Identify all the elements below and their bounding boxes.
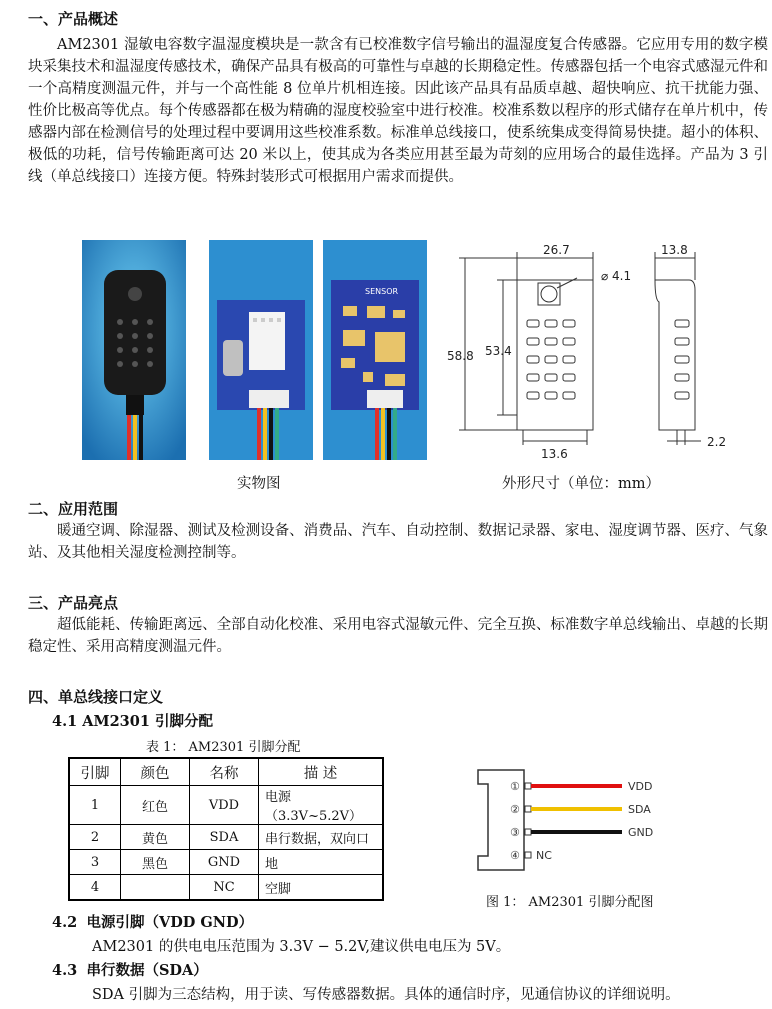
- section-3-paragraph: 超低能耗、传输距离远、全部自动化校准、采用电容式湿敏元件、完全互换、标准数字单总线输出、卓越的长期稳定性、采用高精度测温元件。: [28, 617, 768, 655]
- table-header: 名称: [190, 758, 259, 786]
- section-4-2-number: 4.2: [52, 914, 78, 931]
- table-cell: 电源（3.3V~5.2V）: [259, 786, 384, 825]
- pin-diagram: [472, 766, 672, 876]
- table-cell: 黄色: [121, 825, 190, 850]
- sensor-board-label: SENSOR: [365, 287, 399, 296]
- dim-width-top: 26.7: [543, 243, 570, 257]
- pin-terminal: [525, 783, 531, 789]
- pin-label: SDA: [628, 803, 651, 816]
- table-cell: 串行数据，双向口: [259, 825, 384, 850]
- pin-diagram-caption: 图 1： AM2301 引脚分配图: [486, 895, 654, 910]
- dim-depth: 13.8: [661, 243, 688, 257]
- table-cell: 地: [259, 850, 384, 875]
- dim-hole-label: ⌀ 4.1: [601, 269, 632, 283]
- section-4-2-title: 电源引脚（VDD GND）: [86, 914, 254, 931]
- pin-table: [68, 757, 384, 901]
- pin-number: ④: [510, 849, 520, 862]
- table-row: [69, 850, 383, 875]
- dim-height-body: 53.4: [485, 344, 512, 358]
- table-cell: 黑色: [121, 850, 190, 875]
- dim-lead: 2.2: [707, 435, 727, 449]
- table-cell: 空脚: [259, 875, 384, 901]
- table-cell: SDA: [190, 825, 259, 850]
- dimension-caption: 外形尺寸（单位：mm）: [502, 476, 660, 492]
- section-2-heading: 二、应用范围: [28, 500, 119, 518]
- section-4-heading: 四、单总线接口定义: [28, 688, 164, 706]
- dim-height-total: 58.8: [447, 349, 474, 363]
- section-4-3-text: SDA 引脚为三态结构，用于读、写传感器数据。具体的通信时序，见通信协议的详细说明。: [92, 987, 680, 1003]
- pin-terminal: [525, 806, 531, 812]
- table-header: 颜色: [121, 758, 190, 786]
- table-row: [69, 825, 383, 850]
- pin-number: ①: [510, 780, 520, 793]
- section-3-heading: 三、产品亮点: [28, 594, 119, 612]
- dimension-drawing: [445, 240, 770, 460]
- photo-sensor-housing: [82, 240, 186, 460]
- dim-width-bottom: 13.6: [541, 447, 568, 460]
- pin-label: NC: [536, 849, 552, 862]
- photo-sensor-board-front: [209, 240, 313, 460]
- pin-label: GND: [628, 826, 654, 839]
- section-4-3-heading: [52, 960, 772, 982]
- table-header-row: [69, 758, 383, 786]
- pin-number: ③: [510, 826, 520, 839]
- table-row: [69, 786, 383, 825]
- pin-terminal: [525, 829, 531, 835]
- table-header: 引脚: [69, 758, 121, 786]
- table-cell: 4: [69, 875, 121, 901]
- pin-label: VDD: [628, 780, 653, 793]
- table-caption: 表 1： AM2301 引脚分配: [146, 740, 301, 755]
- photo-caption: 实物图: [237, 476, 281, 492]
- section-4-2-heading: [52, 912, 772, 934]
- section-1-paragraph: AM2301 湿敏电容数字温湿度模块是一款含有已校准数字信号输出的温湿度复合传感器。它应用专用的数字模块采集技术和温湿度传感技术，确保产品具有极高的可靠性与卓越的长期稳定性。传感器包括一个电容式感湿元件和一个高精度测温元件，并与一个高性能 8 位单片机相连接。因此该产品具有品质卓越、超快响应、抗干扰能力强、性价比极高等优点。每个传感器都在极为精确的湿度校验室中进行校准。校准系数以程序的形式储存在单片机中，传感器内部在检测信号的处理过程中要调用这些校准系数。标准单总线接口，使系统集成变得简易快捷。超小的体积、极低的功耗，信号传输距离可达 20 米以上，使其成为各类应用甚至最为苛刻的应用场合的最佳选择。产品为 3 引线（单总线接口）连接方便。特殊封装形式可根据用户需求而提供。: [28, 37, 768, 185]
- section-4-2-text: AM2301 的供电电压范围为 3.3V − 5.2V,建议供电电压为 5V。: [92, 939, 511, 955]
- section-4-3-number: 4.3: [52, 962, 78, 979]
- table-cell: [121, 875, 190, 901]
- table-cell: VDD: [190, 786, 259, 825]
- pin-terminal: [525, 852, 531, 858]
- table-header: 描 述: [259, 758, 384, 786]
- section-1-heading: 一、产品概述: [28, 10, 119, 28]
- table-cell: 红色: [121, 786, 190, 825]
- table-cell: NC: [190, 875, 259, 901]
- table-cell: 1: [69, 786, 121, 825]
- section-4-1-heading: 4.1 AM2301 引脚分配: [52, 713, 213, 730]
- table-cell: 3: [69, 850, 121, 875]
- table-cell: 2: [69, 825, 121, 850]
- section-2-paragraph: 暖通空调、除湿器、测试及检测设备、消费品、汽车、自动控制、数据记录器、家电、湿度调节器、医疗、气象站、及其他相关湿度检测控制等。: [28, 523, 768, 561]
- table-cell: GND: [190, 850, 259, 875]
- section-4-3-title: 串行数据（SDA）: [86, 962, 208, 979]
- pin-number: ②: [510, 803, 520, 816]
- photo-sensor-board-back: [323, 240, 427, 460]
- table-row: [69, 875, 383, 901]
